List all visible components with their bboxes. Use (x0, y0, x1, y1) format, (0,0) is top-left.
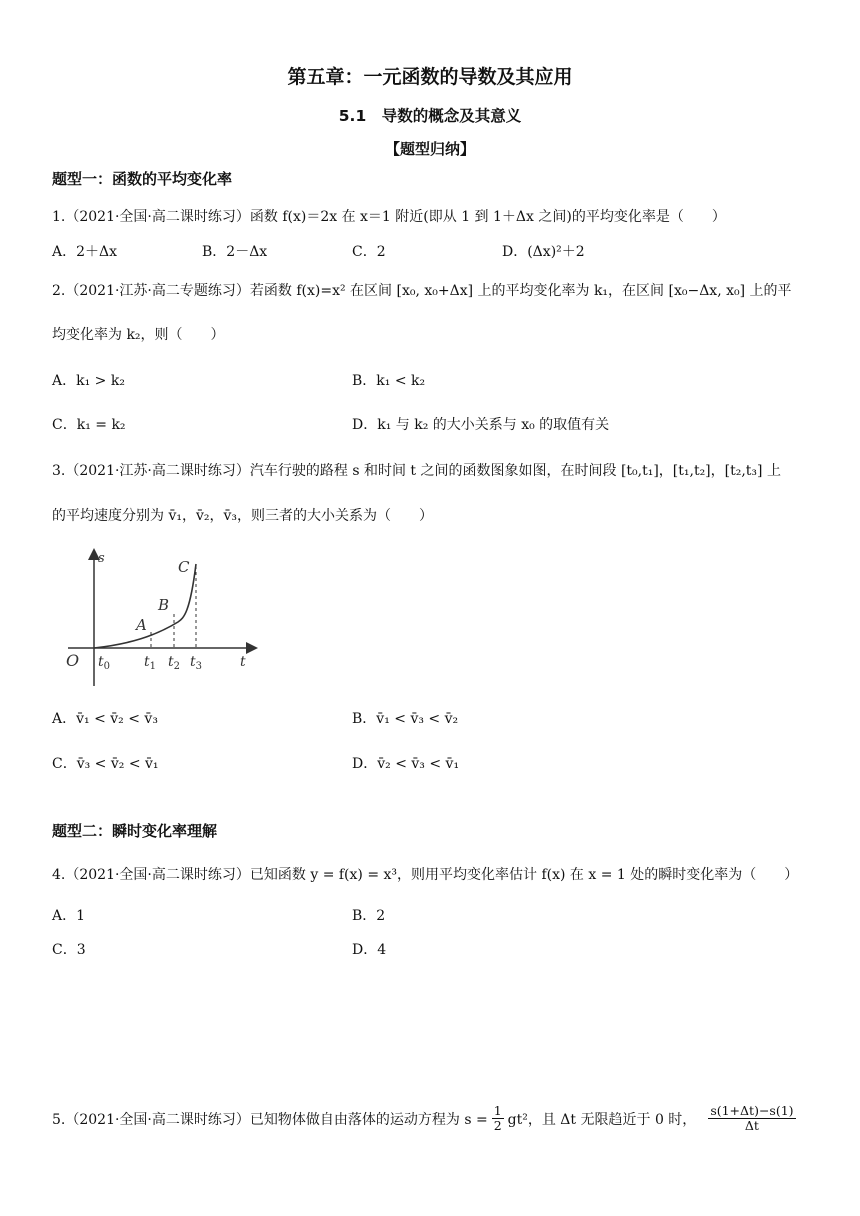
section-heading-1: 题型一：函数的平均变化率 (52, 170, 233, 188)
tick-label-t0: $t_0$ (98, 654, 111, 672)
q2-option-d: D．k₁ 与 k₂ 的大小关系与 x₀ 的取值有关 (352, 417, 610, 433)
q1-option-a: A．2＋Δx (52, 244, 118, 260)
question-3-line1: 3.（2021·江苏·高二课时练习）汽车行驶的路程 s 和时间 t 之间的函数图象如图，在时间段 [t₀,t₁]，[t₁,t₂]，[t₂,t₃] 上 (52, 463, 781, 479)
axis-label-s: s (98, 551, 105, 566)
q3-option-c: C．v̄₃ < v̄₂ < v̄₁ (52, 756, 159, 772)
question-3-line2: 的平均速度分别为 v̄₁，v̄₂，v̄₃，则三者的大小关系为（ ） (52, 508, 434, 524)
axis-label-t: t (240, 654, 246, 670)
question-5-text (52, 1104, 796, 1134)
q3-option-b: B．v̄₁ < v̄₃ < v̄₂ (352, 711, 459, 727)
section-heading-2: 题型二：瞬时变化率理解 (52, 822, 218, 840)
q5-frac-den: 2 (493, 1118, 502, 1134)
q2-option-a: A．k₁ > k₂ (52, 373, 125, 389)
q4-option-d: D．4 (352, 942, 387, 958)
q5-frac2-den: Δt (744, 1118, 759, 1134)
question-2-line1: 2.（2021·江苏·高二专题练习）若函数 f(x)=x² 在区间 [x₀, x₀+Δx] 上的平均变化率为 k₁，在区间 [x₀−Δx, x₀] 上的平 (52, 283, 792, 299)
summary-title: 【题型归纳】 (384, 140, 475, 158)
q3-option-d: D．v̄₂ < v̄₃ < v̄₁ (352, 756, 460, 772)
q5-text-b: gt²，且 Δt 无限趋近于 0 时， (507, 1111, 697, 1128)
q2-option-b: B．k₁ < k₂ (352, 373, 426, 389)
q5-fraction-limit (708, 1104, 795, 1134)
origin-label: O (66, 651, 80, 670)
q5-fraction-half (492, 1104, 504, 1134)
tick-label-t3: $t_3$ (190, 654, 203, 672)
q5-frac-num: 1 (493, 1103, 502, 1118)
q5-text-a: 5.（2021·全国·高二课时练习）已知物体做自由落体的运动方程为 s = (52, 1111, 488, 1128)
q2-option-c: C．k₁ = k₂ (52, 417, 126, 433)
chapter-title: 第五章：一元函数的导数及其应用 (287, 66, 573, 88)
q5-frac2-num: s(1+Δt)−s(1) (710, 1103, 794, 1118)
q3-option-a: A．v̄₁ < v̄₂ < v̄₃ (52, 711, 158, 727)
point-label-c: C (178, 558, 190, 576)
question-2-line2: 均变化率为 k₂，则（ ） (52, 327, 225, 343)
q1-option-b: B．2－Δx (202, 244, 268, 260)
q4-option-c: C．3 (52, 942, 86, 958)
point-label-b: B (158, 596, 170, 614)
distance-time-graph (60, 548, 260, 693)
q4-option-a: A．1 (52, 908, 86, 924)
question-4-text: 4.（2021·全国·高二课时练习）已知函数 y = f(x) = x³，则用平均变化率估计 f(x) 在 x = 1 处的瞬时变化率为（ ） (52, 867, 799, 883)
question-1-text: 1.（2021·全国·高二课时练习）函数 f(x)＝2x 在 x＝1 附近(即从 1 到 1＋Δx 之间)的平均变化率是（ ） (52, 209, 726, 225)
tick-label-t1: $t_1$ (144, 654, 157, 672)
q4-option-b: B．2 (352, 908, 386, 924)
q1-option-c: C．2 (352, 244, 386, 260)
distance-curve (94, 564, 196, 648)
point-label-a: A (136, 616, 147, 634)
section-title: 5.1 导数的概念及其意义 (338, 107, 522, 125)
q1-option-d: D．(Δx)²＋2 (502, 244, 585, 260)
tick-label-t2: $t_2$ (168, 654, 181, 672)
